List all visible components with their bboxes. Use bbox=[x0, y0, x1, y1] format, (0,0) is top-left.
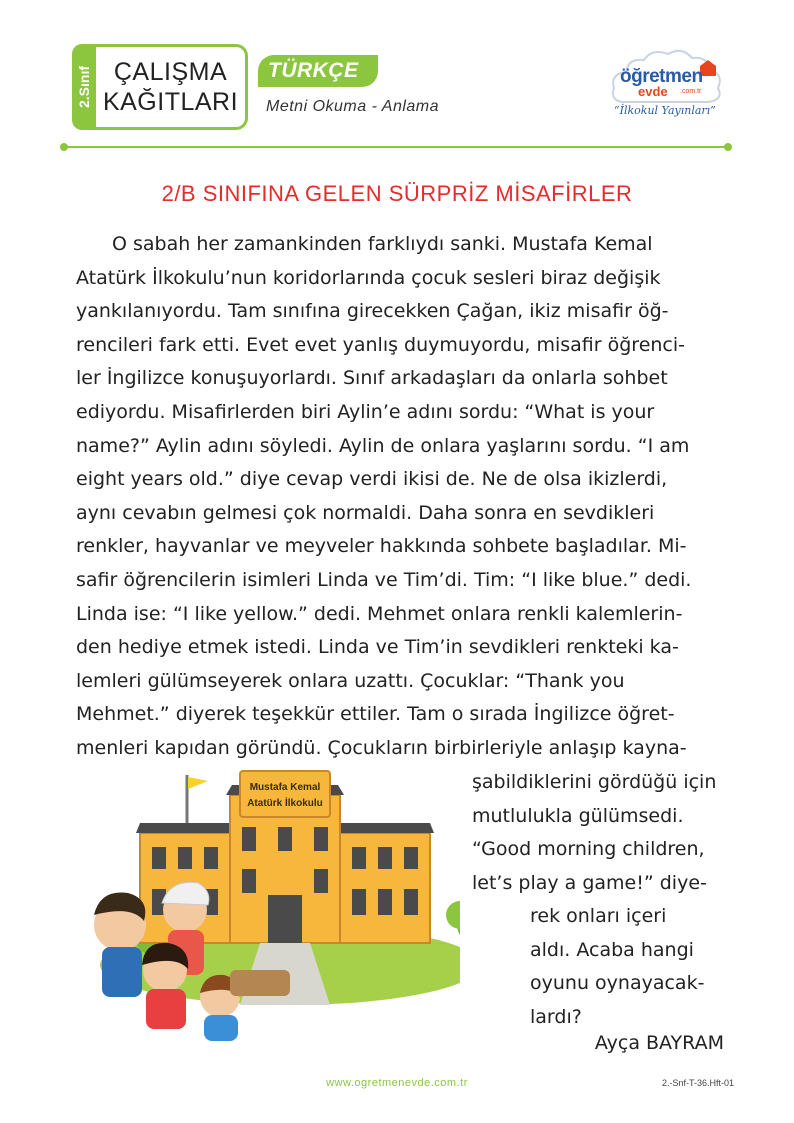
school-sign-line2: Atatürk İlkokulu bbox=[247, 798, 323, 809]
story-line: O sabah her zamankinden farklıydı sanki. Mustafa Kemal bbox=[112, 233, 653, 255]
worksheet-title-line1: ÇALIŞMA bbox=[113, 58, 228, 86]
logo-sub-text: evde bbox=[638, 84, 668, 99]
author-name: Ayça BAYRAM bbox=[594, 1032, 724, 1054]
header-divider-dot-right bbox=[724, 143, 732, 151]
story-line: lemleri gülümseyerek onlara uzattı. Çocuklar: “Thank you bbox=[76, 669, 625, 692]
worksheet-title-line2: KAĞITLARI bbox=[102, 88, 239, 116]
publisher-logo bbox=[608, 44, 728, 130]
school-door bbox=[268, 895, 302, 943]
story-line: menleri kapıdan göründü. Çocukların birbirleriyle anlaşıp kayna- bbox=[76, 736, 687, 759]
bush-shape bbox=[446, 901, 460, 929]
story-line: yankılanıyordu. Tam sınıfına girecekken Çağan, ikiz misafir öğ- bbox=[76, 300, 669, 323]
story-line: “Good morning children, bbox=[472, 838, 705, 861]
story-line: renkler, hayvanlar ve meyveler hakkında sohbete başladılar. Mi- bbox=[76, 535, 687, 558]
story-line: aynı cevabın gelmesi çok normaldi. Daha sonra en sevdikleri bbox=[76, 501, 655, 524]
story-line: lardı? bbox=[530, 1005, 582, 1028]
story-line: den hediye etmek istedi. Linda ve Tim’in sevdikleri renkteki ka- bbox=[76, 636, 679, 659]
grade-label: 2.Sınıf bbox=[76, 65, 93, 109]
footer-url[interactable]: www.ogretmenevde.com.tr bbox=[326, 1077, 468, 1089]
topic-label: Metni Okuma - Anlama bbox=[266, 98, 440, 115]
story-line: şabildiklerini gördüğü için bbox=[472, 771, 717, 793]
worksheet-title-box bbox=[96, 44, 248, 130]
school-sign bbox=[240, 771, 330, 817]
flag-shape bbox=[188, 777, 208, 789]
story-line: rek onları içeri bbox=[530, 905, 667, 927]
story-line: eight years old.” diye cevap verdi ikisi de. Ne de olsa ikizlerdi, bbox=[76, 468, 668, 491]
roof-left bbox=[136, 823, 234, 833]
subject-badge bbox=[258, 55, 378, 87]
story-line: safir öğrencilerin isimleri Linda ve Tim’di. Tim: “I like blue.” dedi. bbox=[76, 568, 692, 591]
story-line: name?” Aylin adını söyledi. Aylin de onlara yaşlarını sordu. “I am bbox=[76, 434, 690, 457]
story-line: let’s play a game!” diye- bbox=[472, 871, 707, 894]
logo-main-text: öğretmen bbox=[620, 66, 703, 87]
roof-right bbox=[336, 823, 434, 833]
story-line: mutlulukla gülümsedi. bbox=[472, 804, 684, 827]
logo-tagline: “İlkokul Yayınları” bbox=[614, 104, 716, 117]
story-line: rencileri fark etti. Evet evet yanlış duymuyordu, misafir öğrenci- bbox=[76, 333, 686, 356]
story-line: ler İngilizce konuşuyorlardı. Sınıf arkadaşları da onlarla sohbet bbox=[76, 367, 668, 390]
grade-label-wrap bbox=[72, 44, 96, 130]
story-text bbox=[76, 228, 716, 766]
header-divider bbox=[64, 146, 728, 148]
story-line: Mehmet.” diyerek teşekkür ettiler. Tam o sırada İngilizce öğret- bbox=[76, 703, 675, 726]
story-line: ediyordu. Misafirlerden biri Aylin’e adını sordu: “What is your bbox=[76, 400, 655, 423]
story-line: Atatürk İlkokulu’nun koridorlarında çocuk sesleri biraz değişik bbox=[76, 266, 661, 289]
school-sign-line1: Mustafa Kemal bbox=[249, 782, 321, 793]
story-text-right-a bbox=[472, 766, 716, 900]
story-title: 2/B SINIFINA GELEN SÜRPRİZ MİSAFİRLER bbox=[161, 181, 633, 206]
story-line: Linda ise: “I like yellow.” dedi. Mehmet onlara renkli kalemlerin- bbox=[76, 602, 683, 625]
story-line: oyunu oynayacak- bbox=[530, 972, 705, 995]
story-line: aldı. Acaba hangi bbox=[530, 938, 694, 961]
story-text-right-b bbox=[530, 900, 704, 1034]
subject-label: TÜRKÇE bbox=[268, 59, 359, 82]
footer-code: 2.-Snf-T-36.Hft-01 bbox=[661, 1078, 734, 1088]
school-illustration bbox=[80, 765, 460, 1045]
logo-domain-text: .com.tr bbox=[680, 88, 702, 95]
